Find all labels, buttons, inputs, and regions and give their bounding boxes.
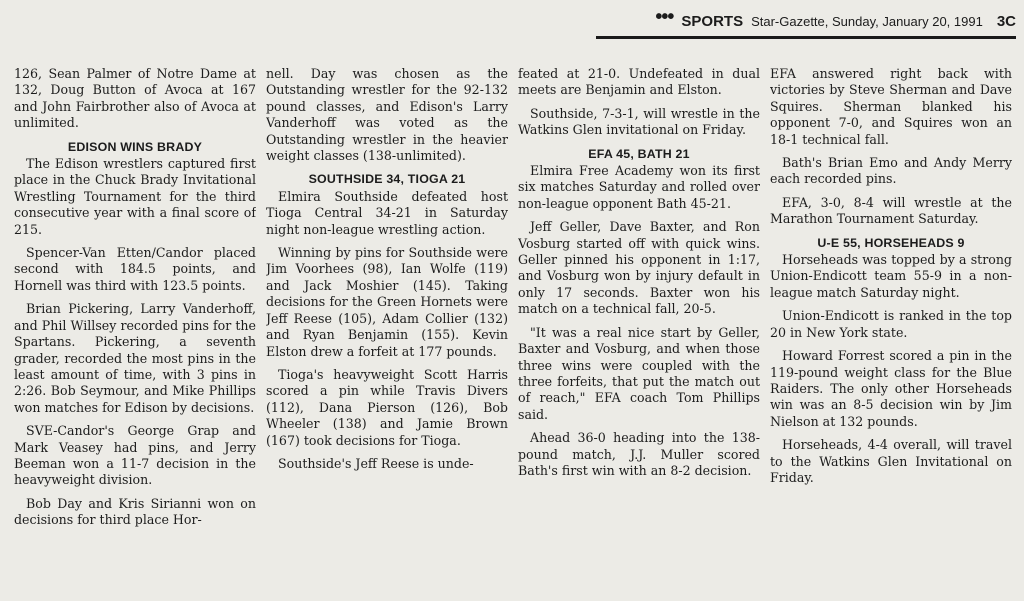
paragraph: The Edison wrestlers captured first place in the Chuck Brady Invitational Wrestling Tournament for the third consecutive year with a final score of 215. — [14, 156, 256, 237]
column-3 — [518, 66, 760, 594]
header-dots: ••• — [655, 6, 674, 28]
paragraph: Ahead 36-0 heading into the 138-pound match, J.J. Muller scored Bath's first win with an 8-2 decision. — [518, 430, 760, 478]
paragraph: Horseheads, 4-4 overall, will travel to the Watkins Glen Invitational on Friday. — [770, 437, 1012, 485]
paragraph: SVE-Candor's George Grap and Mark Veasey had pins, and Jerry Beeman won a 11-7 decision in the heavyweight division. — [14, 423, 256, 488]
paragraph: Southside, 7-3-1, will wrestle in the Watkins Glen invitational on Friday. — [518, 105, 760, 138]
paragraph: Spencer-Van Etten/Candor placed second with 184.5 points, and Hornell was third with 123.5 points. — [14, 245, 256, 293]
paragraph: Southside's Jeff Reese is unde- — [278, 455, 474, 471]
paragraph: Winning by pins for Southside were Jim Voorhees (98), Ian Wolfe (119) and Jack Moshier (145). Taking decisions for the Green Hornets were Jeff Reese (105), Adam Collier (132) and Ryan Benjamin (155). Kevin Elston drew a forfeit at 177 pounds. — [266, 245, 508, 359]
paragraph: Elmira Southside defeated host Tioga Central 34-21 in Saturday night non-league wrestling action. — [266, 188, 508, 237]
column-4 — [770, 66, 1012, 594]
subheadline: EFA 45, BATH 21 — [588, 146, 690, 161]
paragraph: Howard Forrest scored a pin in the 119-pound weight class for the Blue Raiders. The only other Horseheads win was an 8-5 decision win by Jim Nielson at 132 pounds. — [770, 348, 1012, 429]
paragraph: Bath's Brian Emo and Andy Merry each recorded pins. — [770, 155, 1012, 187]
article-columns — [14, 66, 1016, 594]
paragraph: feated at 21-0. Undefeated in dual meets are Benjamin and Elston. — [518, 66, 760, 98]
subheadline: U-E 55, HORSEHEADS 9 — [817, 235, 965, 250]
column-2 — [266, 66, 508, 594]
subheadline: EDISON WINS BRADY — [67, 139, 203, 154]
paragraph: Horseheads was topped by a strong Union-Endicott team 55-9 in a non-league match Saturday night. — [770, 252, 1012, 300]
paragraph: EFA, 3-0, 8-4 will wrestle at the Marathon Tournament Saturday. — [770, 194, 1012, 227]
page-header — [600, 8, 1016, 34]
paragraph: Tioga's heavyweight Scott Harris scored a pin while Travis Divers (112), Dana Pierson (126), Bob Wheeler (138) and Jamie Brown (167) took decisions for Tioga. — [266, 366, 508, 448]
paragraph: Brian Pickering, Larry Vanderhoff, and Phil Willsey recorded pins for the Spartans. Pickering, a seventh grader, recorded the most pins in the least amount of time, with 3 pins in 2:26. Bob Seymour, and Mike Phillips won matches for Edison by decisions. — [14, 301, 256, 415]
paragraph: "It was a real nice start by Geller, Baxter and Vosburg, and when those three wins were coupled with the three forfeits, that put the match out of reach," EFA coach Tom Phillips said. — [518, 324, 760, 422]
paragraph: EFA answered right back with victories by Steve Sherman and Dave Squires. Sherman blanked his opponent 7-0, and Squires won an 18-1 technical fall. — [770, 66, 1012, 147]
paragraph: Elmira Free Academy won its first six matches Saturday and rolled over non-league opponent Bath 45-21. — [518, 163, 760, 211]
header-rule — [596, 36, 1016, 39]
paper-date: Star-Gazette, Sunday, January 20, 1991 — [751, 13, 983, 29]
paragraph: 126, Sean Palmer of Notre Dame at 132, Doug Button of Avoca at 167 and John Fairbrother also of Avoca at unlimited. — [14, 66, 256, 131]
paragraph: Union-Endicott is ranked in the top 20 in New York state. — [770, 308, 1012, 340]
section-name: SPORTS — [681, 12, 744, 30]
column-1 — [14, 66, 256, 594]
paragraph: Jeff Geller, Dave Baxter, and Ron Vosburg started off with quick wins. Geller pinned his opponent in 1:17, and Vosburg won by injury default in only 17 seconds. Baxter won his match on a technical fall, 20-5. — [518, 219, 760, 317]
subheadline: SOUTHSIDE 34, TIOGA 21 — [308, 172, 466, 187]
page-number: 3C — [996, 12, 1016, 30]
paragraph: Bob Day and Kris Sirianni won on decisions for third place Hor- — [14, 495, 256, 528]
paragraph: nell. Day was chosen as the Outstanding wrestler for the 92-132 pound classes, and Edison's Larry Vanderhoff was voted as the Outstanding wrestler in the heavier weight classes (138-unlimited). — [266, 66, 508, 164]
